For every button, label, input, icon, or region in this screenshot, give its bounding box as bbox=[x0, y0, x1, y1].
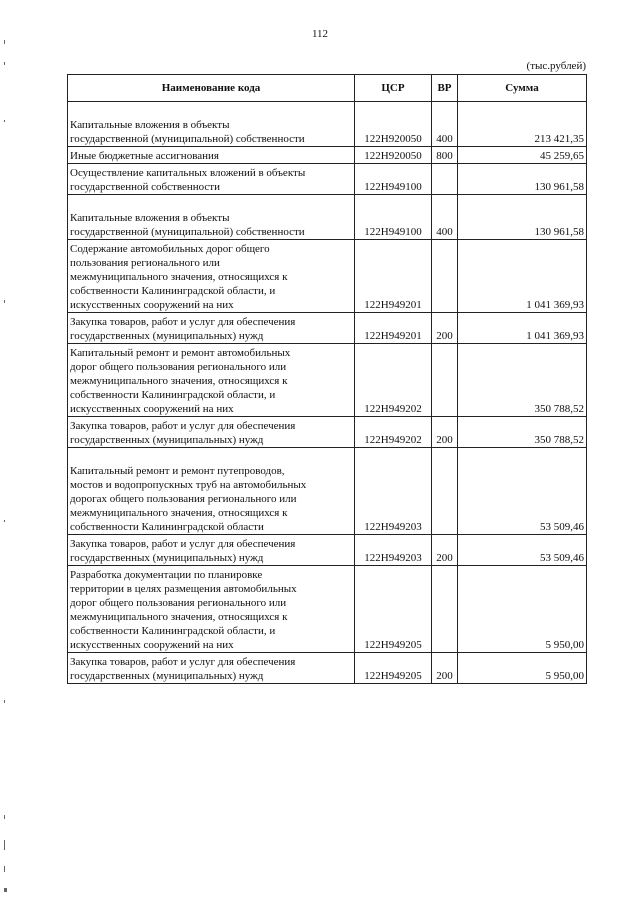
sum-cell: 350 788,52 bbox=[458, 344, 587, 417]
table-row bbox=[68, 102, 587, 147]
vr-cell bbox=[432, 344, 458, 417]
csr-cell: 122Н949202 bbox=[355, 344, 432, 417]
header-sum: Сумма bbox=[458, 75, 587, 102]
header-csr: ЦСР bbox=[355, 75, 432, 102]
sum-cell: 5 950,00 bbox=[458, 653, 587, 684]
budget-table bbox=[67, 74, 587, 684]
sum-cell: 5 950,00 bbox=[458, 566, 587, 653]
sum-cell: 350 788,52 bbox=[458, 417, 587, 448]
table-row bbox=[68, 240, 587, 313]
name-cell: Разработка документации по планировке территории в целях размещения автомобильных дорог общего пользования регионального или межмуниципального значения, относящихся к собственности Калининградской области, и искусственных сооружений на них bbox=[68, 566, 355, 653]
table-row bbox=[68, 566, 587, 653]
name-cell: Закупка товаров, работ и услуг для обеспечения государственных (муниципальных) нужд bbox=[68, 417, 355, 448]
table-row bbox=[68, 313, 587, 344]
sum-cell: 1 041 369,93 bbox=[458, 240, 587, 313]
sum-cell: 53 509,46 bbox=[458, 535, 587, 566]
name-cell: Капитальные вложения в объекты государственной (муниципальной) собственности bbox=[68, 195, 355, 240]
csr-cell: 122Н920050 bbox=[355, 147, 432, 164]
sum-cell: 213 421,35 bbox=[458, 102, 587, 147]
vr-cell: 800 bbox=[432, 147, 458, 164]
csr-cell: 122Н949203 bbox=[355, 535, 432, 566]
vr-cell: 400 bbox=[432, 102, 458, 147]
table-row bbox=[68, 344, 587, 417]
name-cell: Капитальный ремонт и ремонт автомобильных дорог общего пользования регионального или межмуниципального значения, относящихся к собственности Калининградской области, и искусственных сооружений на них bbox=[68, 344, 355, 417]
csr-cell: 122Н949203 bbox=[355, 448, 432, 535]
sum-cell: 53 509,46 bbox=[458, 448, 587, 535]
vr-cell bbox=[432, 448, 458, 535]
vr-cell bbox=[432, 240, 458, 313]
csr-cell: 122Н949201 bbox=[355, 240, 432, 313]
table-row bbox=[68, 164, 587, 195]
vr-cell: 200 bbox=[432, 535, 458, 566]
name-cell: Закупка товаров, работ и услуг для обеспечения государственных (муниципальных) нужд bbox=[68, 535, 355, 566]
table-row bbox=[68, 448, 587, 535]
units-note: (тыс.рублей) bbox=[526, 60, 586, 72]
csr-cell: 122Н949202 bbox=[355, 417, 432, 448]
header-vr: ВР bbox=[432, 75, 458, 102]
sum-cell: 130 961,58 bbox=[458, 164, 587, 195]
csr-cell: 122Н949100 bbox=[355, 164, 432, 195]
table-row bbox=[68, 417, 587, 448]
header-name: Наименование кода bbox=[68, 75, 355, 102]
sum-cell: 1 041 369,93 bbox=[458, 313, 587, 344]
vr-cell: 200 bbox=[432, 313, 458, 344]
page-number: 112 bbox=[311, 28, 329, 40]
vr-cell: 200 bbox=[432, 653, 458, 684]
scan-margin-marks bbox=[4, 0, 7, 905]
vr-cell: 200 bbox=[432, 417, 458, 448]
table-body bbox=[68, 102, 587, 684]
name-cell: Осуществление капитальных вложений в объекты государственной собственности bbox=[68, 164, 355, 195]
csr-cell: 122Н920050 bbox=[355, 102, 432, 147]
vr-cell bbox=[432, 566, 458, 653]
csr-cell: 122Н949205 bbox=[355, 566, 432, 653]
sum-cell: 130 961,58 bbox=[458, 195, 587, 240]
sum-cell: 45 259,65 bbox=[458, 147, 587, 164]
vr-cell bbox=[432, 164, 458, 195]
name-cell: Иные бюджетные ассигнования bbox=[68, 147, 355, 164]
name-cell: Капитальные вложения в объекты государственной (муниципальной) собственности bbox=[68, 102, 355, 147]
vr-cell: 400 bbox=[432, 195, 458, 240]
table-header-row bbox=[68, 75, 587, 102]
name-cell: Закупка товаров, работ и услуг для обеспечения государственных (муниципальных) нужд bbox=[68, 313, 355, 344]
csr-cell: 122Н949205 bbox=[355, 653, 432, 684]
csr-cell: 122Н949201 bbox=[355, 313, 432, 344]
table-row bbox=[68, 195, 587, 240]
name-cell: Капитальный ремонт и ремонт путепроводов, мостов и водопропускных труб на автомобильных дорогах общего пользования регионального или межмуниципального значения, относящихся к собственности Калининградской области bbox=[68, 448, 355, 535]
table-row bbox=[68, 147, 587, 164]
csr-cell: 122Н949100 bbox=[355, 195, 432, 240]
name-cell: Содержание автомобильных дорог общего пользования регионального или межмуниципального значения, относящихся к собственности Калининградской области, и искусственных сооружений на них bbox=[68, 240, 355, 313]
table-row bbox=[68, 535, 587, 566]
name-cell: Закупка товаров, работ и услуг для обеспечения государственных (муниципальных) нужд bbox=[68, 653, 355, 684]
table-row bbox=[68, 653, 587, 684]
